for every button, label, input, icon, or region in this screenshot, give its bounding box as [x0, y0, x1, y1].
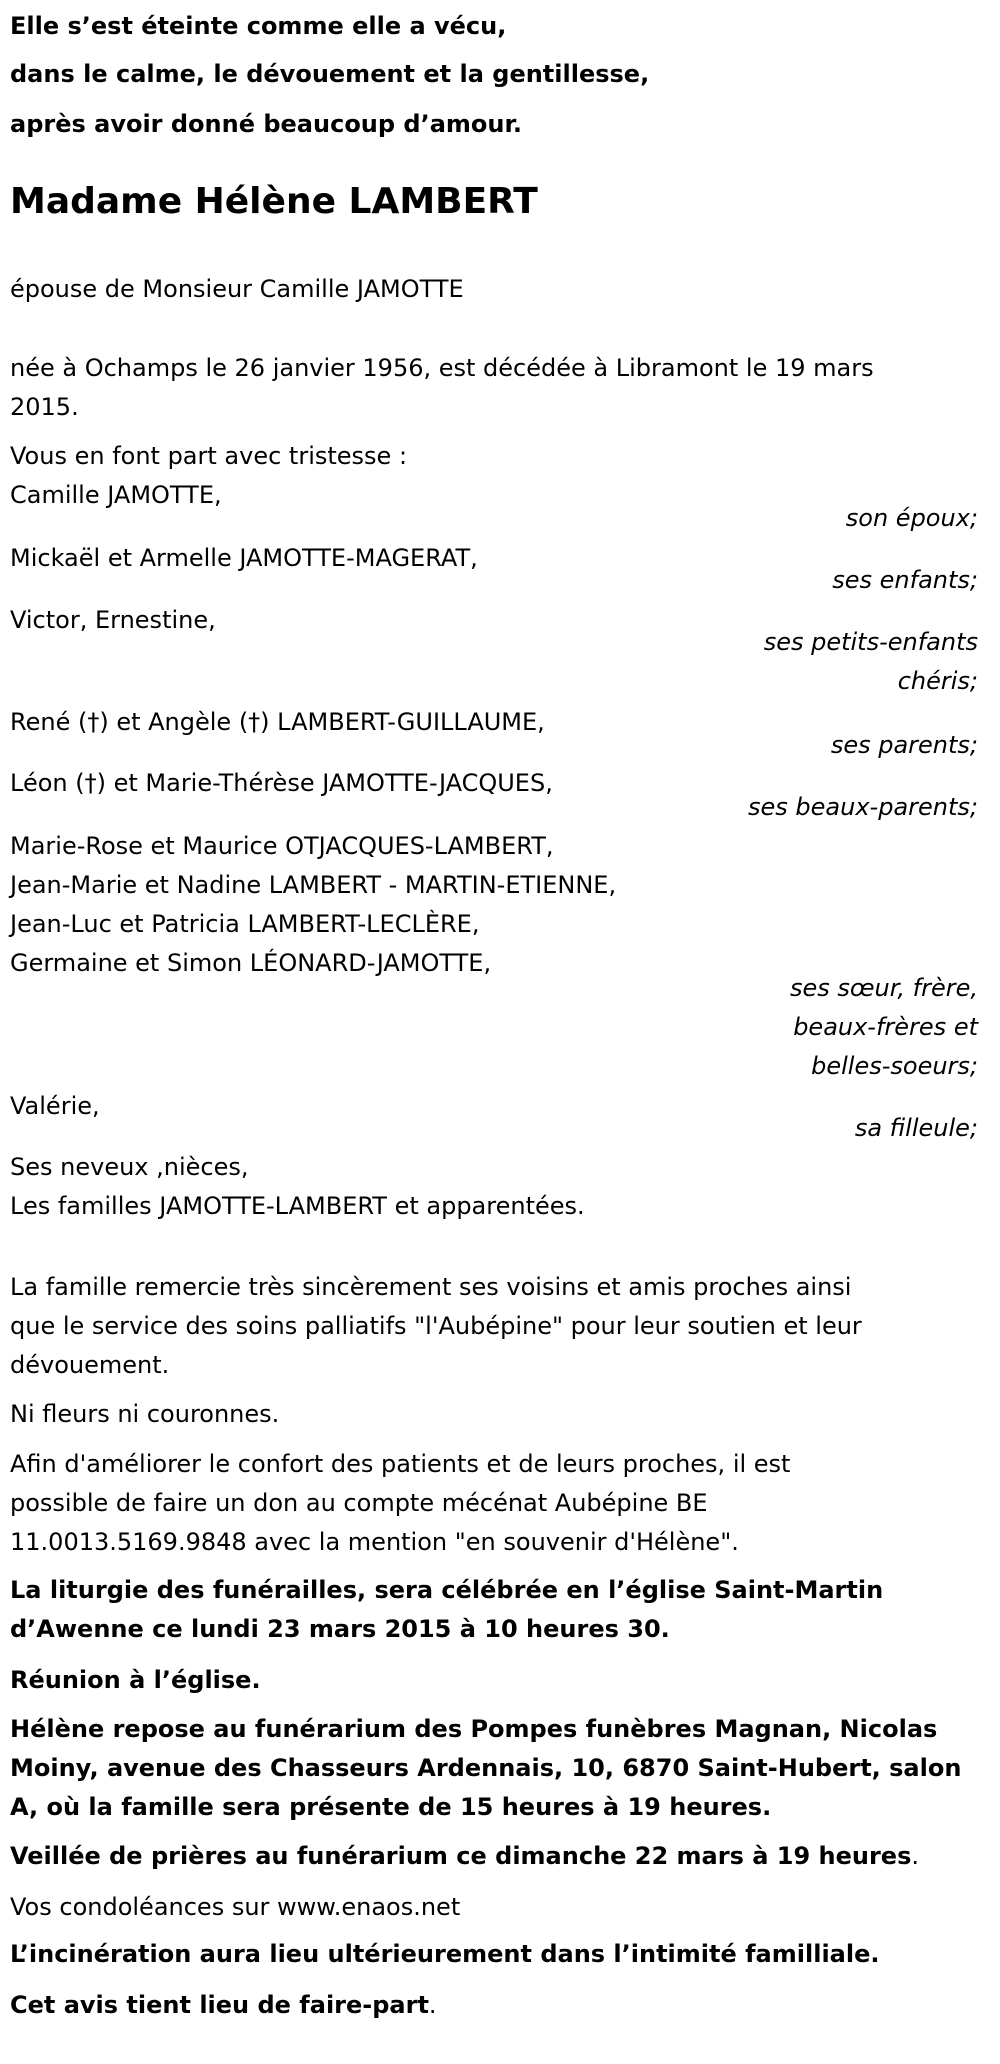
family-name: Léon (†) et Marie-Thérèse JAMOTTE-JACQUES,: [10, 769, 553, 797]
vigil-line: [10, 1837, 919, 1876]
donation-line: 11.0013.5169.9848 avec la mention "en souvenir d'Hélène".: [10, 1528, 739, 1556]
family-name: Camille JAMOTTE,: [10, 481, 222, 509]
birth-death-line: née à Ochamps le 26 janvier 1956, est décédée à Libramont le 19 mars: [10, 354, 874, 382]
liturgy-line: d’Awenne ce lundi 23 mars 2015 à 10 heures 30.: [10, 1615, 670, 1643]
family-relation: ses parents;: [830, 731, 978, 759]
family-relation: beaux-frères et: [793, 1013, 978, 1041]
family-name: Jean-Luc et Patricia LAMBERT-LECLÈRE,: [10, 910, 480, 938]
condolences-line: Vos condoléances sur www.enaos.net: [10, 1893, 461, 1921]
others-line: Les familles JAMOTTE-LAMBERT et apparentées.: [10, 1192, 585, 1220]
family-name: Valérie,: [10, 1092, 100, 1120]
page-title: Madame Hélène LAMBERT: [10, 181, 538, 222]
cremation-line: L’incinération aura lieu ultérieurement dans l’intimité familliale.: [10, 1940, 880, 1968]
intro-line: après avoir donné beaucoup d’amour.: [10, 110, 523, 138]
family-relation: ses petits-enfants: [763, 628, 978, 656]
vigil-text: Veillée de prières au funérarium ce dimanche 22 mars à 19 heures: [10, 1842, 912, 1870]
no-flowers: Ni fleurs ni couronnes.: [10, 1400, 280, 1428]
liturgy-line: La liturgie des funérailles, sera célébrée en l’église Saint-Martin: [10, 1576, 884, 1604]
family-relation: ses beaux-parents;: [748, 793, 978, 821]
family-name: Mickaël et Armelle JAMOTTE-MAGERAT,: [10, 544, 478, 572]
family-relation: belles-soeurs;: [811, 1052, 978, 1080]
notice-tail: .: [428, 1991, 437, 2019]
family-relation: ses sœur, frère,: [789, 974, 978, 1002]
intro-line: dans le calme, le dévouement et la gentillesse,: [10, 60, 650, 88]
funerarium-line: A, où la famille sera présente de 15 heures à 19 heures.: [10, 1793, 772, 1821]
donation-line: Afin d'améliorer le confort des patients et de leurs proches, il est: [10, 1450, 791, 1478]
thanks-line: dévouement.: [10, 1351, 170, 1379]
family-name: Germaine et Simon LÉONARD-JAMOTTE,: [10, 949, 492, 977]
announce-line: Vous en font part avec tristesse :: [10, 442, 408, 470]
thanks-line: que le service des soins palliatifs "l'Aubépine" pour leur soutien et leur: [10, 1312, 862, 1340]
donation-line: possible de faire un don au compte mécénat Aubépine BE: [10, 1489, 708, 1517]
notice-text: Cet avis tient lieu de faire-part: [10, 1991, 429, 2019]
notice-line: [10, 1986, 437, 2025]
family-name: René (†) et Angèle (†) LAMBERT-GUILLAUME,: [10, 708, 545, 736]
spouse-line: épouse de Monsieur Camille JAMOTTE: [10, 275, 464, 303]
vigil-tail: .: [911, 1842, 920, 1870]
others-line: Ses neveux ,nièces,: [10, 1153, 249, 1181]
family-relation: son époux;: [845, 504, 978, 532]
family-relation: ses enfants;: [832, 566, 978, 594]
family-name: Victor, Ernestine,: [10, 606, 216, 634]
thanks-line: La famille remercie très sincèrement ses voisins et amis proches ainsi: [10, 1273, 852, 1301]
family-relation: chéris;: [897, 667, 978, 695]
meeting-line: Réunion à l’église.: [10, 1666, 261, 1694]
family-name: Jean-Marie et Nadine LAMBERT - MARTIN-ETIENNE,: [10, 871, 617, 899]
family-relation: sa filleule;: [854, 1114, 978, 1142]
funerarium-line: Moiny, avenue des Chasseurs Ardennais, 10, 6870 Saint-Hubert, salon: [10, 1754, 962, 1782]
funerarium-line: Hélène repose au funérarium des Pompes funèbres Magnan, Nicolas: [10, 1715, 938, 1743]
family-name: Marie-Rose et Maurice OTJACQUES-LAMBERT,: [10, 832, 554, 860]
intro-line: Elle s’est éteinte comme elle a vécu,: [10, 12, 507, 40]
birth-death-line: 2015.: [10, 393, 79, 421]
